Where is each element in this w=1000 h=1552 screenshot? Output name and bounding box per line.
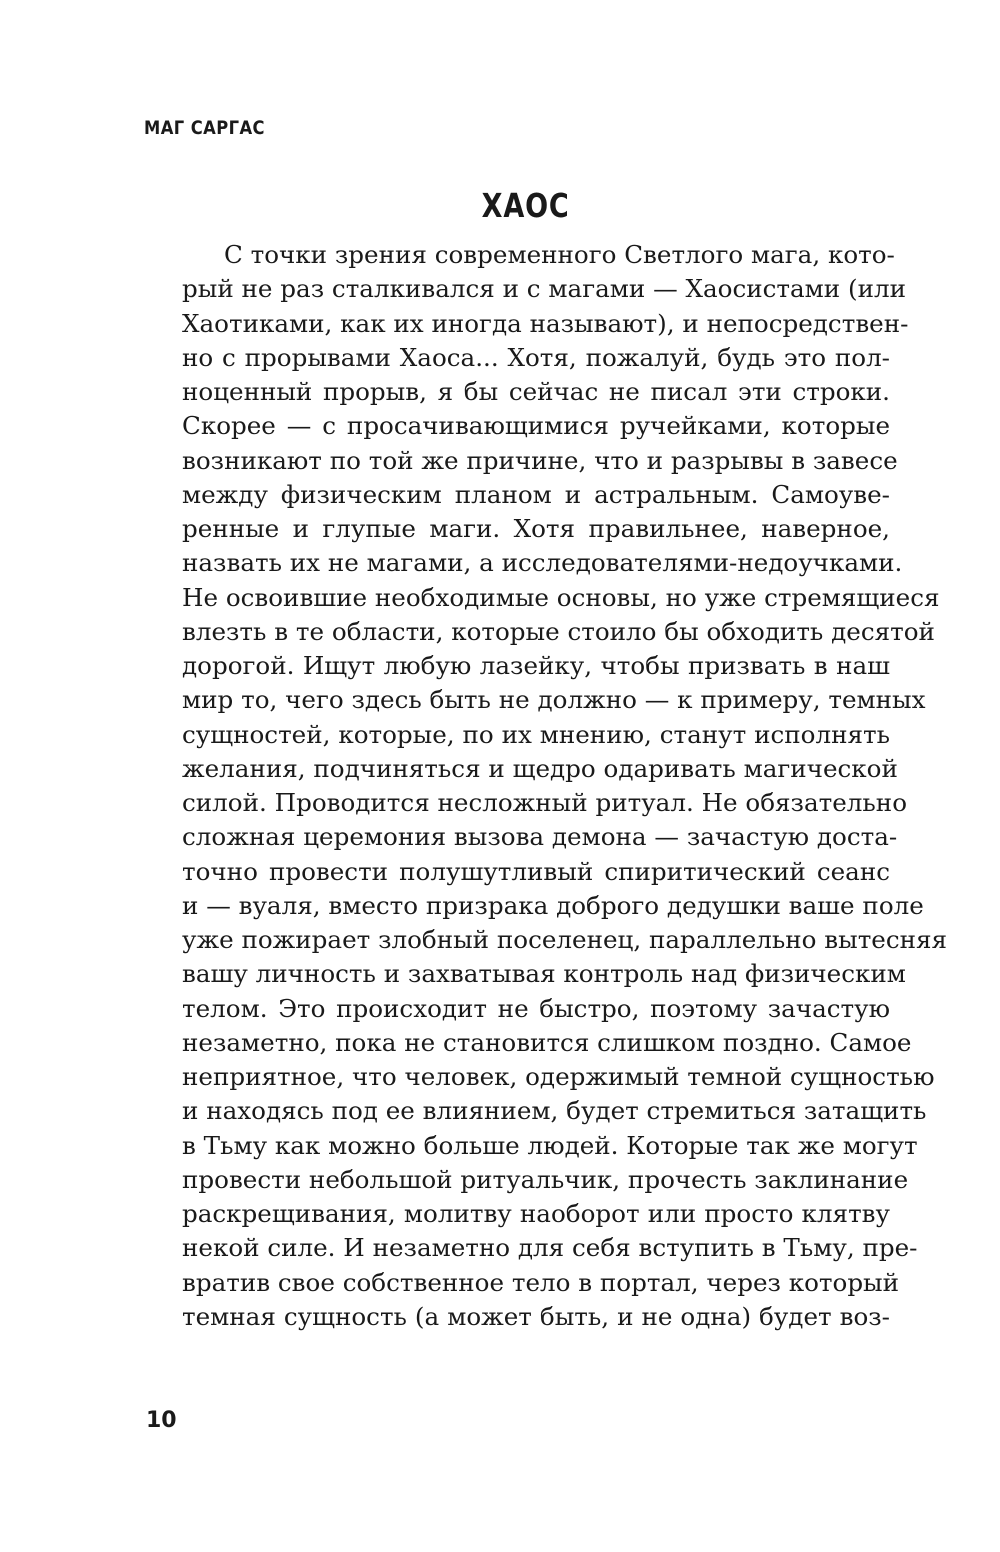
text-line: силой. Проводится несложный ритуал. Не обязательно	[182, 788, 907, 817]
text-line: рый не раз сталкивался и с магами — Хаосистами (или	[182, 274, 907, 304]
text-line: незаметно, пока не становится слишком поздно. Самое	[182, 1027, 912, 1057]
chapter-title	[0, 186, 1000, 225]
text-line: желания, подчиняться и щедро одаривать магической	[182, 753, 898, 783]
text-line: уже пожирает злобный поселенец, параллельно вытесняя	[182, 925, 948, 954]
text-line: темная сущность (а может быть, и не одна) будет воз-	[182, 1301, 890, 1331]
text-line: между физическим планом и астральным. Самоуве-	[182, 479, 890, 509]
page-number: 10	[146, 1408, 177, 1433]
text-line: Скорее — с просачивающимися ручейками, которые	[182, 411, 890, 441]
text-line: Хаотиками, как их иногда называют), и непосредствен-	[182, 308, 909, 338]
text-line: вашу личность и захватывая контроль над физическим	[182, 959, 906, 989]
text-line: некой силе. И незаметно для себя вступить в Тьму, пре-	[182, 1233, 918, 1263]
text-line: Не освоившие необходимые основы, но уже стремящиеся	[182, 582, 940, 612]
text-line: ренные и глупые маги. Хотя правильнее, наверное,	[182, 514, 890, 543]
text-line: в Тьму как можно больше людей. Которые так же могут	[182, 1130, 918, 1160]
text-line: сущностей, которые, по их мнению, станут исполнять	[182, 719, 890, 749]
text-line: телом. Это происходит не быстро, поэтому зачастую	[182, 993, 890, 1023]
text-line: С точки зрения современного Светлого мага, кото-	[224, 240, 895, 269]
text-line: вратив свое собственное тело в портал, через который	[182, 1267, 900, 1297]
text-line: дорогой. Ищут любую лазейку, чтобы призвать в наш	[182, 651, 890, 680]
text-line: неприятное, что человек, одержимый темной сущностью	[182, 1062, 935, 1091]
text-line: ноценный прорыв, я бы сейчас не писал эти строки.	[182, 377, 890, 406]
text-line: и — вуаля, вместо призрака доброго дедушки ваше поле	[182, 890, 924, 920]
running-head: МАГ САРГАС	[144, 117, 265, 139]
text-line: мир то, чего здесь быть не должно — к примеру, темных	[182, 685, 926, 715]
text-line: возникают по той же причине, что и разрывы в завесе	[182, 445, 898, 475]
text-line: провести небольшой ритуальчик, прочесть заклинание	[182, 1164, 909, 1194]
body-text	[182, 238, 948, 1334]
text-line: но с прорывами Хаоса... Хотя, пожалуй, будь это пол-	[182, 342, 890, 372]
text-line: сложная церемония вызова демона — зачастую доста-	[182, 822, 898, 852]
text-line: влезть в те области, которые стоило бы обходить десятой	[182, 616, 935, 646]
chapter-title-text: ХАОС	[482, 186, 570, 225]
text-line: раскрещивания, молитву наоборот или просто клятву	[182, 1199, 890, 1228]
text-line: назвать их не магами, а исследователями-недоучками.	[182, 548, 903, 578]
text-line: точно провести полушутливый спиритический сеанс	[182, 856, 890, 886]
text-line: и находясь под ее влиянием, будет стремиться затащить	[182, 1096, 927, 1126]
